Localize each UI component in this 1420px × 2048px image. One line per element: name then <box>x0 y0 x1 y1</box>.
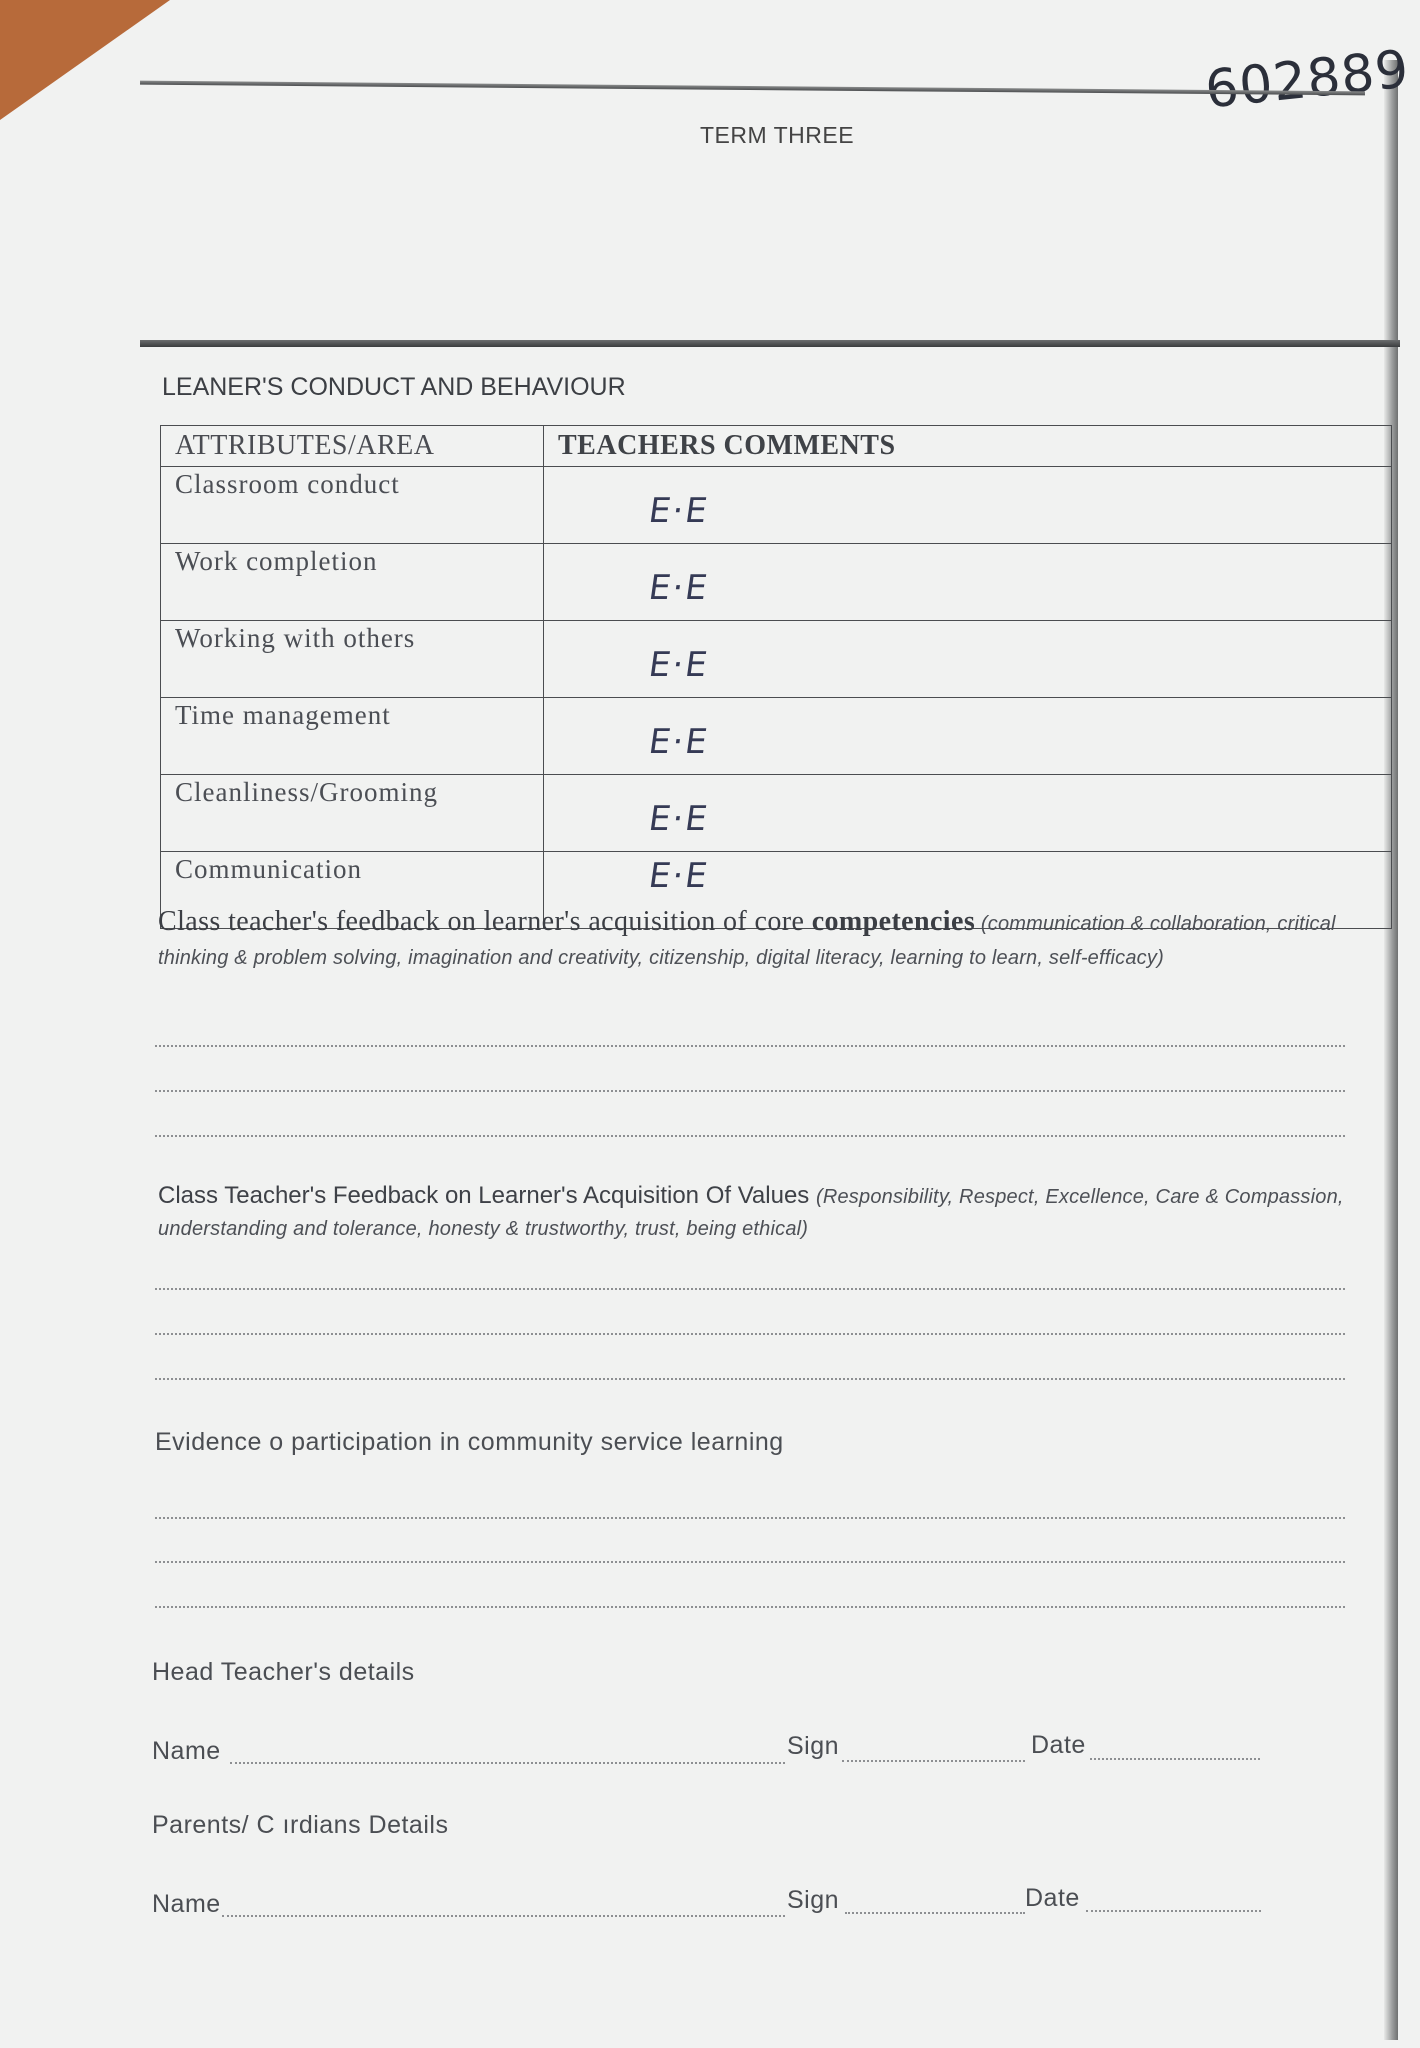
parents-date-field[interactable] <box>1086 1910 1261 1912</box>
table-row <box>161 467 1392 544</box>
parents-heading: Parents/ C ırdians Details <box>152 1811 449 1839</box>
desk-corner <box>0 0 170 120</box>
conduct-table <box>160 425 1392 929</box>
attribute-cell: Working with others <box>161 621 544 698</box>
attribute-cell: Classroom conduct <box>161 467 544 544</box>
community-line-3[interactable] <box>155 1606 1345 1608</box>
values-line-3[interactable] <box>155 1378 1345 1380</box>
conduct-heading: LEANER'S CONDUCT AND BEHAVIOUR <box>162 373 626 401</box>
competencies-line-1[interactable] <box>155 1045 1345 1047</box>
competencies-prompt: Class teacher's feedback on learner's acquisition of core competencies (communication & collaboration, critical thinking & problem solving, imagination and creativity, citizenship, digital literacy, learning to learn, self-efficacy) <box>158 906 1336 970</box>
top-rule <box>140 81 1365 96</box>
competencies-line-3[interactable] <box>155 1135 1345 1137</box>
community-line-1[interactable] <box>155 1517 1345 1519</box>
parents-date-label: Date <box>1025 1884 1080 1912</box>
attribute-cell: Cleanliness/Grooming <box>161 775 544 852</box>
values-line-2[interactable] <box>155 1333 1345 1335</box>
comment-cell <box>544 467 1392 544</box>
handwritten-comment: E·E <box>646 645 712 685</box>
comment-cell <box>544 775 1392 852</box>
head-teacher-sign-field[interactable] <box>842 1760 1025 1762</box>
parents-name-field[interactable] <box>222 1915 785 1917</box>
parents-sign-field[interactable] <box>845 1912 1025 1914</box>
parents-name-label: Name <box>152 1890 221 1918</box>
term-heading: TERM THREE <box>700 122 855 148</box>
head-teacher-sign-label: Sign <box>787 1732 840 1760</box>
handwritten-comment: E·E <box>646 799 712 839</box>
table-row <box>161 544 1392 621</box>
paper-edge <box>1384 60 1398 2040</box>
handwritten-document-number: 602889 <box>1202 39 1413 121</box>
table-header-row <box>161 426 1392 467</box>
attribute-cell: Communication <box>161 852 544 929</box>
col-attributes-header: ATTRIBUTES/AREA <box>161 426 544 467</box>
comment-cell <box>544 698 1392 775</box>
handwritten-comment: E·E <box>646 856 712 896</box>
head-teacher-name-label: Name <box>152 1737 221 1765</box>
head-teacher-name-field[interactable] <box>230 1762 785 1764</box>
community-line-2[interactable] <box>155 1561 1345 1563</box>
handwritten-comment: E·E <box>646 491 712 531</box>
section-rule <box>140 340 1400 347</box>
community-service-heading: Evidence o participation in community service learning <box>155 1428 784 1456</box>
head-teacher-date-field[interactable] <box>1090 1758 1260 1760</box>
values-line-1[interactable] <box>155 1288 1345 1290</box>
attribute-cell: Work completion <box>161 544 544 621</box>
table-row <box>161 698 1392 775</box>
competencies-line-2[interactable] <box>155 1090 1345 1092</box>
table-row <box>161 621 1392 698</box>
table-row <box>161 775 1392 852</box>
col-comments-header: TEACHERS COMMENTS <box>544 426 1392 467</box>
handwritten-comment: E·E <box>646 722 712 762</box>
parents-sign-label: Sign <box>787 1886 840 1914</box>
values-prompt: Class Teacher's Feedback on Learner's Acquisition Of Values (Responsibility, Respect, Excellence, Care & Compassion, understanding and tolerance, honesty & trustworthy, trust, being ethical) <box>158 1182 1344 1241</box>
head-teacher-heading: Head Teacher's details <box>152 1658 415 1686</box>
handwritten-comment: E·E <box>646 568 712 608</box>
comment-cell <box>544 544 1392 621</box>
comment-cell <box>544 621 1392 698</box>
attribute-cell: Time management <box>161 698 544 775</box>
head-teacher-date-label: Date <box>1031 1731 1086 1759</box>
